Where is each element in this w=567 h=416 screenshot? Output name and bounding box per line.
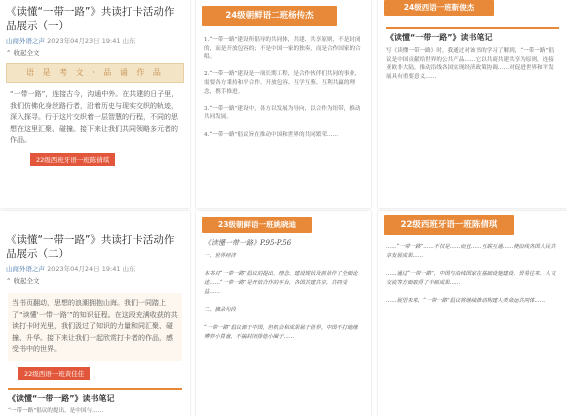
card-tag: 23级朝鲜语一班姚晓迪 <box>202 217 312 233</box>
divider <box>8 388 182 390</box>
account-name[interactable]: 山商外语之声 <box>6 265 45 273</box>
post-meta <box>6 264 184 273</box>
card-text: 写《读懂一带一路》时，我通过对该书的学习了解到，“一带一路”倡议是中国贡献给世界的公共产品……它以共商共建共享为原则，连接亚欧非大陆，推动沿线各国实现经济政策协调……对促进世界和平发展具有重要意义…… <box>386 48 554 80</box>
intro-box <box>8 293 182 361</box>
card-tag: 24级朝鲜语二班杨传杰 <box>202 6 337 26</box>
card-1 <box>196 0 371 208</box>
collapse-icon: ⌃ <box>6 277 12 285</box>
fold-text-button[interactable] <box>6 276 184 285</box>
fold-text-button[interactable] <box>6 48 184 57</box>
card-text: 1.“一带一路”建设所倡导的共同体，共建、共享原则，不是封闭的，而是开放包容的；不是中国一家的独奏，而是合作国家的合唱。 2.“一带一路”建设是一项长期工程，是合作伙伴们共同的事业，需要各方秉持和平合作、开放包容、互学互鉴、互利共赢的理念，携手推进。 3.“一带一路”建设中，各方以发展为导向，以合作为纽带，推动共同发展。 4.“一带一路”倡议旨在推动中国和世界的共同繁荣…… <box>204 37 361 138</box>
account-name[interactable]: 山商外语之声 <box>6 37 45 45</box>
post-intro: 当书页翻动，思想的浪潮拥抱山海。我们一同踏上了“读懂‘一带一路’”的知识征程。在这段充满收获的共读打卡时光里，我们汲过了知识的力量和同汇聚、碰撞、升华。接下来让我们一起欣赏打卡者的作品，感受书中的世界。 <box>12 299 178 353</box>
fold-label: 收起全文 <box>13 277 40 285</box>
card-4 <box>378 211 567 416</box>
card-3 <box>196 211 371 416</box>
collapse-icon: ⌃ <box>6 49 12 57</box>
card-heading: 《读懂一带一路》P.95-P.56 <box>204 239 292 247</box>
post-intro: “一带一路”，连接古今，沟通中外。在共建的日子里，我们仿佛化身丝路行者，沿着历史与现实交织的轨迹，深入探寻。行于这片交织着一层智慧的行程，不同的思想在这里汇聚、碰撞。接下来让我们共同领略多元者的作品。 <box>10 90 179 144</box>
fold-label: 收起全文 <box>13 49 40 57</box>
post-time: 2023年04月23日 19:41 山东 <box>47 37 136 45</box>
post-1 <box>0 0 190 208</box>
divider <box>386 27 559 29</box>
post-title[interactable]: 《读懂“一带一路”》共读打卡活动作品展示（二） <box>6 234 175 260</box>
card-text: 一、世界经济 本书对“一带一路”倡议的提出、理念、建设现状及前景作了全面论述……“一带一路”是开放合作的平台，各国共建共享，共同受益…… 二、摘录句段 “一带一路”倡议源于中国，但机会和成果属于世界。中国不打地缘博弈小算盘，不搞封闭排他小圈子…… <box>204 253 358 340</box>
note-text: “一带一路”倡议的提出，是中国与…… <box>8 407 104 414</box>
class-tag: 22级西班牙语一班陈倩琪 <box>30 153 115 166</box>
note-title: 《读懂“一带一路”》读书笔记 <box>8 393 115 403</box>
post-time: 2023年04月24日 19:41 山东 <box>47 265 136 273</box>
post-meta <box>6 36 184 45</box>
card-text: ……“一带一路”……不仅是……而且……互联互通……使沿线各国人民共享发展成果…… ……通过“一带一路”，中国与沿线国家在基础设施建设、贸易往来、人文交流等方面取得了丰硕成果…… ……展望未来，“一带一路”倡议将继续推动构建人类命运共同体…… <box>386 244 556 304</box>
card-tag: 24级西语一班靳俊杰 <box>384 0 494 16</box>
card-2 <box>378 0 567 208</box>
card-tag: 22级西班牙语一班陈倩琪 <box>384 215 514 235</box>
post-2 <box>0 211 190 416</box>
decorative-banner: 语 是 考 文 · 品 诵 作 品 <box>6 63 184 83</box>
post-title[interactable]: 《读懂“一带一路”》共读打卡活动作品展示（一） <box>6 6 175 32</box>
note-title: 《读懂“一带一路”》读书笔记 <box>386 33 493 42</box>
class-tag: 22级西语一班黄佳佳 <box>18 367 90 380</box>
